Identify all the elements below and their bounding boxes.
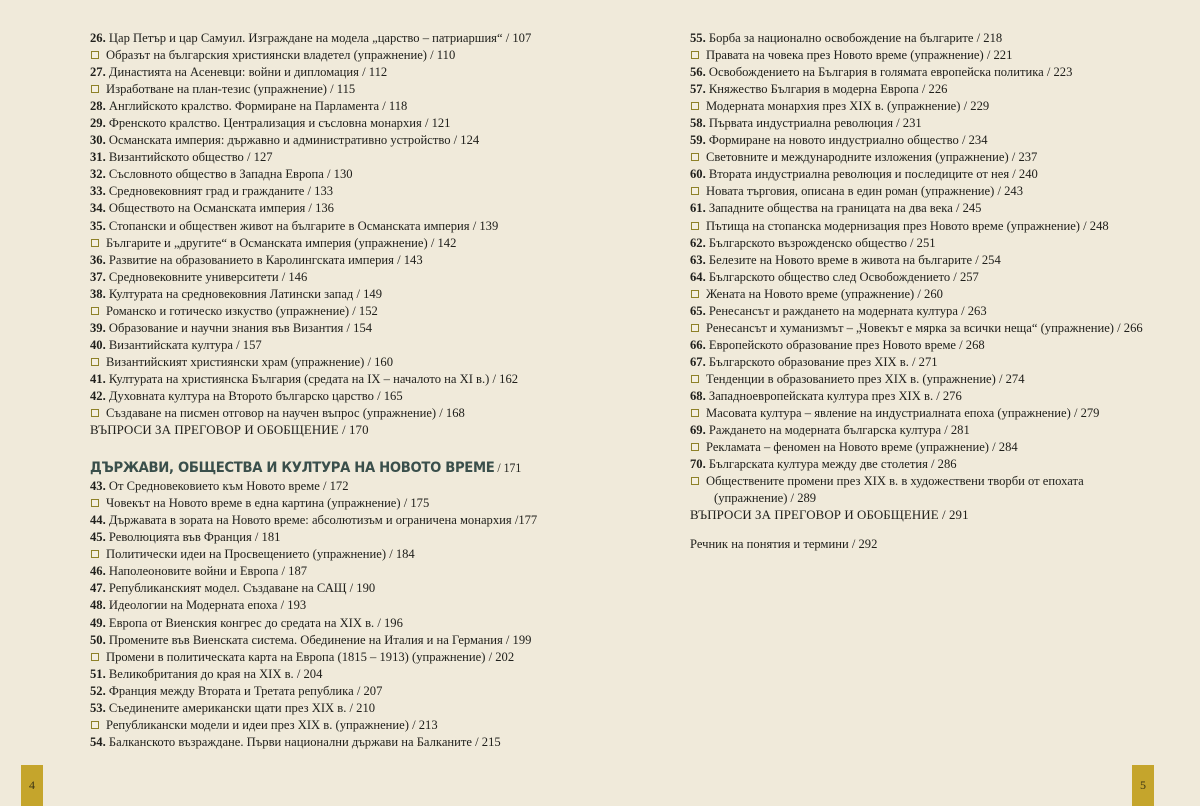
toc-item-page: / 157	[232, 337, 262, 352]
toc-item-title: Революцията във Франция	[108, 530, 252, 545]
toc-exercise-item	[690, 98, 1130, 115]
checkbox-icon	[691, 324, 699, 332]
toc-item-number: 70.	[690, 457, 709, 472]
toc-item-page: / 276	[933, 388, 962, 403]
toc-item-page: / 237	[1008, 150, 1038, 165]
toc-chapter-item	[690, 388, 1130, 405]
toc-item-page: / 187	[278, 564, 308, 579]
toc-chapter-item	[90, 115, 545, 132]
toc-item-title: Освобождението на България в голямата европейска политика	[708, 65, 1044, 80]
toc-item-title: Династията на Асеневци: войни и дипломация	[108, 65, 359, 80]
toc-item-page: / 193	[277, 598, 307, 613]
page-number-left: 4	[29, 778, 35, 792]
toc-chapter-item	[690, 422, 1130, 439]
toc-item-title: Образът на българския християнски владетел (упражнение)	[106, 48, 428, 63]
toc-item-page: / 133	[304, 184, 334, 199]
toc-item-title: ВЪПРОСИ ЗА ПРЕГОВОР И ОБОБЩЕНИЕ	[690, 508, 939, 523]
toc-chapter-item	[690, 235, 1130, 252]
toc-item-title: Създаване на писмен отговор на научен въпрос (упражнение)	[106, 406, 437, 421]
toc-item-page: /177	[511, 513, 538, 528]
checkbox-icon	[691, 409, 699, 417]
toc-item-title-continued: (упражнение) / 289	[714, 491, 817, 506]
toc-exercise-item	[90, 47, 545, 64]
toc-item-number: 69.	[690, 423, 709, 438]
toc-item-number: 55.	[690, 31, 709, 45]
toc-item-number: 49.	[90, 615, 109, 630]
toc-item-title: Западните общества на границата на два века	[708, 201, 953, 216]
toc-chapter-item	[690, 252, 1130, 269]
toc-chapter-item	[90, 597, 545, 614]
toc-item-page: / 284	[989, 440, 1018, 455]
toc-summary-item	[690, 507, 1130, 524]
toc-item-number: 28.	[90, 99, 109, 114]
right-page	[600, 0, 1200, 806]
toc-item-title: Византийската култура	[108, 337, 233, 352]
toc-item-title: Новата търговия, описана в един роман (упражнение)	[706, 184, 995, 199]
toc-chapter-item	[90, 371, 545, 388]
section-heading-page: / 171	[494, 461, 522, 476]
toc-item-number: 52.	[90, 683, 109, 698]
toc-item-number: 42.	[90, 388, 109, 403]
checkbox-icon	[91, 51, 99, 59]
toc-item-page: / 279	[1070, 406, 1100, 421]
toc-item-number: 33.	[90, 184, 109, 199]
toc-item-number: 59.	[690, 133, 709, 148]
checkbox-icon	[691, 153, 699, 161]
toc-item-page: / 263	[957, 303, 987, 318]
toc-item-page: / 130	[323, 167, 353, 182]
toc-summary-item	[90, 422, 545, 439]
toc-item-title: Пътища на стопанска модернизация през Новото време (упражнение)	[706, 218, 1080, 233]
toc-item-number: 50.	[90, 632, 109, 647]
toc-item-number: 67.	[690, 354, 709, 369]
toc-item-page: / 168	[436, 406, 465, 421]
toc-item-page: / 245	[952, 201, 982, 216]
toc-item-title: Българското общество след Освобождението	[708, 269, 951, 284]
checkbox-icon	[91, 550, 99, 558]
toc-item-title: Ренесансът и раждането на модерната култура	[708, 303, 958, 318]
toc-chapter-item	[90, 512, 545, 529]
toc-chapter-item	[90, 388, 545, 405]
toc-glossary-item	[690, 536, 1130, 553]
toc-item-title: Ренесансът и хуманизмът – „Човекът е мярка за всички неща“ (упражнение)	[706, 320, 1114, 335]
checkbox-icon	[91, 653, 99, 661]
toc-item-page: / 218	[973, 31, 1003, 45]
toc-item-title: Развитие на образованието в Каролингската империя	[108, 252, 394, 267]
toc-item-page: / 121	[421, 116, 451, 131]
toc-item-number: 31.	[90, 150, 109, 165]
toc-item-title: Тенденции в образованието през XIX в. (упражнение)	[706, 371, 996, 386]
toc-item-title: Княжество България в модерна Европа	[708, 82, 919, 97]
toc-list-left	[90, 30, 545, 751]
checkbox-icon	[691, 51, 699, 59]
toc-item-title: Промените във Виенската система. Обединение на Италия и на Германия	[108, 632, 503, 647]
toc-item-title: Речник на понятия и термини	[690, 537, 849, 552]
spacer	[690, 524, 1130, 536]
toc-chapter-item	[90, 64, 545, 81]
toc-item-page: / 172	[319, 479, 349, 494]
toc-chapter-item	[90, 320, 545, 337]
toc-chapter-item	[90, 529, 545, 546]
checkbox-icon	[91, 499, 99, 507]
toc-item-title: Европейското образование през Новото време	[708, 337, 957, 352]
toc-item-page: / 226	[918, 82, 948, 97]
toc-chapter-item	[90, 700, 545, 717]
toc-chapter-item	[90, 734, 545, 751]
toc-item-title: Българската култура между две столетия	[708, 457, 928, 472]
toc-item-page: / 254	[972, 252, 1001, 267]
toc-chapter-item	[690, 132, 1130, 149]
toc-item-title: Борба за национално освобождение на българите	[708, 31, 974, 45]
toc-item-title: Средновековните университети	[108, 269, 279, 284]
toc-item-page: / 162	[489, 371, 519, 386]
toc-item-title: Белезите на Новото време в живота на българите	[708, 252, 973, 267]
toc-item-page: / 143	[393, 252, 423, 267]
toc-item-page: / 240	[1009, 167, 1038, 182]
toc-exercise-item	[690, 149, 1130, 166]
toc-item-page: / 127	[243, 150, 273, 165]
toc-exercise-item	[90, 649, 545, 666]
toc-exercise-item	[90, 235, 545, 252]
checkbox-icon	[91, 239, 99, 247]
toc-item-number: 45.	[90, 530, 109, 545]
checkbox-icon	[91, 85, 99, 93]
toc-item-title: Френското кралство. Централизация и съсловна монархия	[108, 116, 422, 131]
spacer	[90, 439, 545, 458]
toc-item-page: / 207	[353, 683, 383, 698]
toc-item-title: Великобритания до края на XIX в.	[108, 666, 294, 681]
toc-item-page: / 292	[848, 537, 878, 552]
toc-chapter-item	[690, 456, 1130, 473]
toc-item-page: / 221	[983, 48, 1013, 63]
toc-item-title: ВЪПРОСИ ЗА ПРЕГОВОР И ОБОБЩЕНИЕ	[90, 423, 339, 438]
toc-item-number: 64.	[690, 269, 709, 284]
toc-item-page: / 142	[427, 235, 457, 250]
toc-item-number: 56.	[690, 65, 709, 80]
page-number-tab-right	[1132, 765, 1154, 806]
toc-item-title: Политически идеи на Просвещението (упражнение)	[106, 547, 387, 562]
toc-item-title: Човекът на Новото време в една картина (упражнение)	[106, 496, 401, 511]
toc-item-title: Републиканският модел. Създаване на САЩ	[108, 581, 347, 596]
toc-item-number: 38.	[90, 286, 109, 301]
toc-item-title: Изработване на план-тезис (упражнение)	[106, 82, 327, 97]
toc-item-title: Цар Петър и цар Самуил. Изграждане на модела „царство – патриаршия“	[108, 31, 503, 45]
checkbox-icon	[691, 187, 699, 195]
toc-item-number: 43.	[90, 479, 109, 494]
toc-item-page: / 223	[1043, 65, 1073, 80]
toc-item-page: / 210	[346, 700, 376, 715]
checkbox-icon	[691, 222, 699, 230]
toc-chapter-item	[90, 183, 545, 200]
toc-item-title: Идеологии на Модерната епоха	[108, 598, 278, 613]
toc-item-number: 40.	[90, 337, 109, 352]
toc-item-page: / 248	[1080, 218, 1109, 233]
checkbox-icon	[91, 721, 99, 729]
toc-item-page: / 115	[326, 82, 356, 97]
toc-item-number: 57.	[690, 82, 709, 97]
checkbox-icon	[691, 443, 699, 451]
toc-item-number: 34.	[90, 201, 109, 216]
toc-item-page: / 146	[278, 269, 308, 284]
toc-item-title: Образование и научни знания във Византия	[108, 320, 344, 335]
toc-exercise-item	[690, 320, 1143, 337]
toc-item-title: Модерната монархия през XIX в. (упражнение)	[706, 99, 961, 114]
toc-item-number: 62.	[690, 235, 709, 250]
checkbox-icon	[91, 409, 99, 417]
toc-item-number: 65.	[690, 303, 709, 318]
toc-item-number: 53.	[90, 700, 109, 715]
toc-chapter-item	[90, 683, 545, 700]
toc-item-number: 44.	[90, 513, 109, 528]
toc-item-page: / 271	[908, 354, 938, 369]
toc-item-page: / 152	[349, 303, 378, 318]
toc-item-title: Франция между Втората и Третата република	[108, 683, 354, 698]
toc-chapter-item	[90, 563, 545, 580]
toc-item-number: 60.	[690, 167, 709, 182]
toc-item-title: Рекламата – феномен на Новото време (упражнение)	[706, 440, 989, 455]
toc-item-number: 54.	[90, 734, 109, 749]
page-number-right: 5	[1140, 778, 1146, 792]
toc-chapter-item	[90, 98, 545, 115]
toc-chapter-item	[690, 337, 1130, 354]
page-number-tab-left	[21, 765, 43, 806]
toc-item-title: Обществото на Османската империя	[108, 201, 306, 216]
toc-item-page: / 257	[950, 269, 979, 284]
toc-item-title: Културата на християнска България (средата на IX – началото на XI в.)	[108, 371, 490, 386]
toc-item-number: 48.	[90, 598, 109, 613]
toc-exercise-item	[690, 439, 1130, 456]
toc-item-page: / 260	[914, 286, 943, 301]
toc-chapter-item	[90, 478, 545, 495]
toc-item-title: Световните и международните изложения (упражнение)	[706, 150, 1009, 165]
toc-chapter-item	[90, 166, 545, 183]
toc-exercise-item	[90, 405, 545, 422]
toc-item-page: / 124	[450, 133, 480, 148]
toc-item-number: 29.	[90, 116, 109, 131]
toc-item-title: Раждането на модерната българска култура	[708, 423, 942, 438]
toc-item-page: / 165	[373, 388, 403, 403]
toc-item-title: Османската империя: държавно и административно устройство	[108, 133, 451, 148]
section-heading-label: ДЪРЖАВИ, ОБЩЕСТВА И КУЛТУРА НА НОВОТО ВРЕМЕ	[90, 460, 495, 477]
toc-item-number: 26.	[90, 31, 109, 45]
toc-chapter-item	[90, 615, 545, 632]
toc-item-title: Втората индустриална революция и последиците от нея	[708, 167, 1010, 182]
toc-item-number: 66.	[690, 337, 709, 352]
toc-item-page: / 184	[386, 547, 415, 562]
toc-item-page: / 199	[502, 632, 532, 647]
toc-chapter-item	[90, 286, 545, 303]
toc-item-title: Наполеоновите войни и Европа	[108, 564, 279, 579]
toc-chapter-item	[90, 580, 545, 597]
toc-item-number: 58.	[690, 116, 709, 131]
toc-item-page: / 243	[994, 184, 1024, 199]
toc-chapter-item	[90, 252, 545, 269]
toc-chapter-item	[90, 30, 545, 47]
toc-item-title: Българското образование през XIX в.	[708, 354, 909, 369]
toc-item-title: Съсловното общество в Западна Европа	[108, 167, 324, 182]
toc-exercise-item	[690, 405, 1130, 422]
toc-exercise-item	[690, 47, 1130, 64]
toc-item-number: 35.	[90, 218, 109, 233]
toc-item-page: / 286	[927, 457, 957, 472]
checkbox-icon	[91, 307, 99, 315]
toc-item-page: / 266	[1114, 320, 1143, 335]
toc-item-title: Масовата култура – явление на индустриалната епоха (упражнение)	[706, 406, 1071, 421]
toc-item-title: Държавата в зората на Новото време: абсолютизъм и ограничена монархия	[108, 513, 512, 528]
toc-item-page: / 213	[408, 717, 438, 732]
toc-item-page: / 196	[374, 615, 403, 630]
toc-item-page: / 291	[938, 508, 969, 523]
toc-item-title: Републикански модели и идеи през XIX в. (упражнение)	[106, 717, 409, 732]
toc-item-title: Съединените американски щати през XIX в.	[108, 700, 347, 715]
toc-item-title: Формиране на новото индустриално общество	[708, 133, 959, 148]
section-heading	[90, 458, 522, 478]
toc-item-page: / 251	[906, 235, 936, 250]
toc-exercise-item	[90, 354, 545, 371]
toc-item-title: Жената на Новото време (упражнение)	[706, 286, 915, 301]
toc-item-page: / 231	[893, 116, 922, 131]
toc-item-page: / 181	[251, 530, 281, 545]
toc-item-title: Английското кралство. Формиране на Парламента	[108, 99, 380, 114]
toc-exercise-item	[690, 183, 1130, 200]
toc-item-title: Византийското общество	[108, 150, 244, 165]
toc-exercise-item	[90, 717, 545, 734]
toc-item-number: 68.	[690, 388, 709, 403]
toc-item-number: 32.	[90, 167, 109, 182]
toc-item-number: 47.	[90, 581, 109, 596]
toc-item-page: / 202	[485, 649, 515, 664]
toc-item-number: 39.	[90, 320, 109, 335]
checkbox-icon	[691, 290, 699, 298]
toc-chapter-item	[690, 200, 1130, 217]
toc-item-title: Обществените промени през XIX в. в художествени творби от епохата	[706, 474, 1084, 489]
toc-item-title: Първата индустриална революция	[708, 116, 894, 131]
toc-item-page: / 274	[995, 371, 1025, 386]
toc-chapter-item	[690, 30, 1130, 47]
toc-item-title: Византийският християнски храм (упражнение)	[106, 354, 365, 369]
toc-exercise-item	[90, 495, 545, 512]
toc-chapter-item	[690, 354, 1130, 371]
toc-item-number: 36.	[90, 252, 109, 267]
toc-item-page: / 190	[346, 581, 376, 596]
toc-chapter-item	[90, 337, 545, 354]
toc-chapter-item	[90, 149, 545, 166]
toc-chapter-item	[90, 666, 545, 683]
checkbox-icon	[91, 358, 99, 366]
toc-chapter-item	[690, 166, 1130, 183]
checkbox-icon	[691, 375, 699, 383]
toc-chapter-item	[690, 64, 1130, 81]
toc-item-page: / 229	[960, 99, 990, 114]
toc-chapter-item	[690, 303, 1130, 320]
toc-exercise-item	[90, 546, 545, 563]
toc-item-page: / 268	[956, 337, 985, 352]
toc-item-page: / 110	[427, 48, 456, 63]
toc-item-page: / 149	[353, 286, 383, 301]
toc-chapter-item	[90, 200, 545, 217]
toc-list-right	[690, 30, 1143, 553]
toc-item-title: Правата на човека през Новото време (упражнение)	[706, 48, 984, 63]
toc-item-title: Културата на средновековния Латински запад	[108, 286, 354, 301]
toc-chapter-item	[90, 632, 545, 649]
toc-item-page: / 139	[469, 218, 499, 233]
toc-chapter-item	[90, 132, 545, 149]
toc-item-page: / 204	[293, 666, 323, 681]
toc-item-page: / 118	[379, 99, 408, 114]
toc-item-title: От Средновековието към Новото време	[108, 479, 320, 494]
toc-item-number: 27.	[90, 65, 109, 80]
toc-item-page: / 160	[364, 354, 394, 369]
toc-exercise-item	[690, 473, 1130, 507]
toc-item-number: 63.	[690, 252, 709, 267]
toc-exercise-item	[690, 286, 1130, 303]
toc-item-page: / 154	[343, 320, 373, 335]
toc-item-number: 30.	[90, 133, 109, 148]
toc-item-title: Българското възрожденско общество	[708, 235, 907, 250]
toc-item-page: / 136	[305, 201, 334, 216]
toc-item-title: Балканското възраждане. Първи национални държави на Балканите	[108, 734, 472, 749]
toc-item-page: / 112	[358, 65, 388, 80]
toc-exercise-item	[690, 371, 1130, 388]
toc-item-title: Европа от Виенския конгрес до средата на XIX в.	[108, 615, 375, 630]
toc-item-page: / 215	[472, 734, 501, 749]
toc-chapter-item	[690, 81, 1130, 98]
toc-item-title: Стопански и обществен живот на българите в Османската империя	[108, 218, 470, 233]
toc-item-page: / 175	[400, 496, 430, 511]
toc-chapter-item	[690, 115, 1130, 132]
toc-item-title: Промени в политическата карта на Европа (1815 – 1913) (упражнение)	[106, 649, 486, 664]
toc-item-page: / 107	[502, 31, 532, 45]
toc-item-page: / 170	[338, 423, 369, 438]
toc-item-number: 41.	[90, 371, 109, 386]
toc-item-title: Романско и готическо изкуство (упражнение)	[106, 303, 350, 318]
toc-exercise-item	[90, 81, 545, 98]
toc-chapter-item	[90, 269, 545, 286]
toc-item-page: / 281	[941, 423, 970, 438]
toc-chapter-item	[90, 218, 545, 235]
toc-item-number: 51.	[90, 666, 109, 681]
toc-item-number: 61.	[690, 201, 709, 216]
toc-item-title: Западноевропейската култура през XIX в.	[708, 388, 934, 403]
toc-item-title: Средновековният град и гражданите	[108, 184, 305, 199]
toc-item-number: 46.	[90, 564, 109, 579]
toc-item-title: Българите и „другите“ в Османската империя (упражнение)	[106, 235, 428, 250]
checkbox-icon	[691, 477, 699, 485]
toc-chapter-item	[690, 269, 1130, 286]
toc-item-page: / 234	[958, 133, 988, 148]
toc-item-number: 37.	[90, 269, 109, 284]
toc-exercise-item	[90, 303, 545, 320]
checkbox-icon	[691, 102, 699, 110]
toc-item-title: Духовната култура на Второто българско царство	[108, 388, 374, 403]
toc-exercise-item	[690, 218, 1130, 235]
